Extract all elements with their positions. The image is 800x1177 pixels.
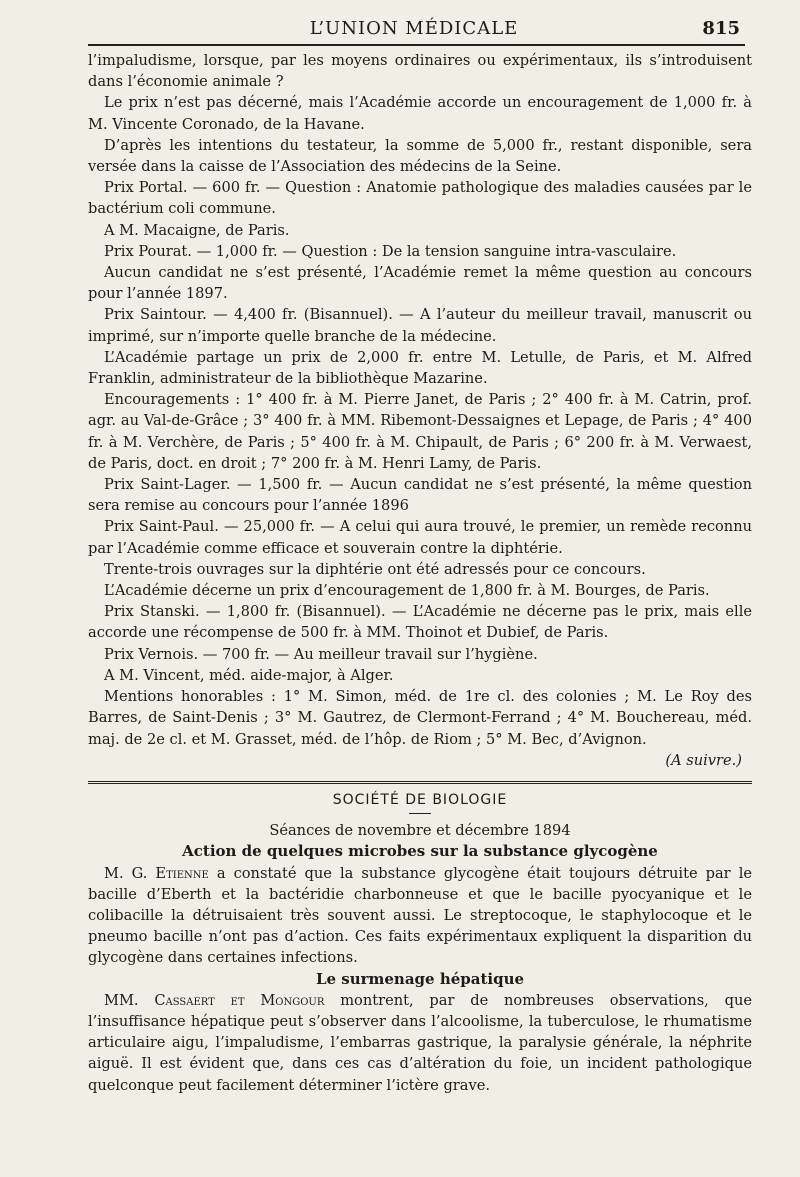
paragraph: Mentions honorables : 1° M. Simon, méd. de 1re cl. des colonies ; M. Le Roy des Barres, de Saint-Denis ; 3° M. Gautrez, de Clermont-Ferrand ; 4° M. Bouchereau, méd. maj. de 2e cl. et M. Grasset, méd. de l’hôp. de Riom ; 5° M. Bec, d’Avignon. <box>88 688 752 748</box>
page-number: 815 <box>702 18 740 39</box>
paragraph: Prix Stanski. — 1,800 fr. (Bisannuel). — L’Académie ne décerne pas le prix, mais elle accorde une récompense de 500 fr. à MM. Thoinot et Dubief, de Paris. <box>88 603 752 642</box>
paragraph: L’Académie partage un prix de 2,000 fr. entre M. Letulle, de Paris, et M. Alfred Franklin, administrateur de la bibliothèque Mazarine. <box>88 348 752 388</box>
paragraph: Prix Saintour. — 4,400 fr. (Bisannuel). — A l’auteur du meilleur travail, manuscrit ou imprimé, sur n’importe quelle branche de la médecine. <box>88 306 752 345</box>
continuation-note: (A suivre.) <box>665 751 742 769</box>
article-author: MM. Cassaert et Mongour <box>104 991 325 1009</box>
paragraph: A M. Vincent, méd. aide-major, à Alger. <box>104 666 394 684</box>
article-paragraph <box>88 863 752 969</box>
header-rule <box>88 44 745 46</box>
paragraph: Aucun candidat ne s’est présenté, l’Académie remet la même question au concours pour l’année 1897. <box>88 264 752 303</box>
article-text: montrent, par de nombreuses observations, que l’insuffisance hépatique peut s’observer dans l’alcoolisme, la tuberculose, le rhumatisme articulaire aigu, l’impaludisme, l’embarras gastrique, la paralysie générale, la néphrite aiguë. Il est évident que, dans ces cas d’altération du foie, un incident pathologique quelconque peut facilement déterminer l’ictère grave. <box>88 991 752 1094</box>
paragraph: D’après les intentions du testateur, la somme de 5,000 fr., restant disponible, sera versée dans la caisse de l’Association des médecins de la Seine. <box>88 136 752 176</box>
paragraph: Prix Portal. — 600 fr. — Question : Anatomie pathologique des maladies causées par le bactérium coli commune. <box>88 179 752 218</box>
paragraph: Encouragements : 1° 400 fr. à M. Pierre Janet, de Paris ; 2° 400 fr. à M. Catrin, prof. agr. au Val-de-Grâce ; 3° 400 fr. à MM. Ribemont-Dessaignes et Lepage, de Paris ; 4° 400 fr. à M. Verchère, de Paris ; 5° 400 fr. à M. Chipault, de Paris ; 6° 200 fr. à M. Verwaest, de Paris, doct. en droit ; 7° 200 fr. à M. Henri Lamy, de Paris. <box>88 391 752 472</box>
section-title: SOCIÉTÉ DE BIOLOGIE <box>332 791 508 808</box>
journal-title: L’UNION MÉDICALE <box>309 18 519 39</box>
article-title: Action de quelques microbes sur la substance glycogène <box>182 842 658 861</box>
paragraph: Prix Pourat. — 1,000 fr. — Question : De la tension sanguine intra-vasculaire. <box>104 242 677 260</box>
paragraph: L’Académie décerne un prix d’encouragement de 1,800 fr. à M. Bourges, de Paris. <box>104 582 710 600</box>
article-paragraph <box>88 990 752 1096</box>
paragraph: Le prix n’est pas décerné, mais l’Académie accorde un encouragement de 1,000 fr. à M. Vincente Coronado, de la Havane. <box>88 94 752 133</box>
section-divider <box>88 781 752 784</box>
paragraph: Prix Vernois. — 700 fr. — Au meilleur travail sur l’hygiène. <box>104 645 538 663</box>
paragraph: A M. Macaigne, de Paris. <box>104 221 290 239</box>
paragraph: Prix Saint-Lager. — 1,500 fr. — Aucun candidat ne s’est présenté, la même question sera remise au concours pour l’année 1896 <box>88 476 752 515</box>
section-subtitle: Séances de novembre et décembre 1894 <box>269 822 571 840</box>
running-header <box>88 18 740 44</box>
paragraph: l’impaludisme, lorsque, par les moyens ordinaires ou expérimentaux, ils s’introduisent dans l’économie animale ? <box>88 52 752 91</box>
paragraph: Trente-trois ouvrages sur la diphtérie ont été adressés pour ce concours. <box>104 560 646 578</box>
article-author: M. G. Etienne <box>104 864 209 882</box>
article-text: a constaté que la substance glycogène était toujours détruite par le bacille d’Eberth et la bactéridie charbonneuse et que le bacille pyocyanique et le colibacille la détruisaient très souvent aussi. Le streptocoque, le staphylocoque et le pneumo bacille n’ont pas d’action. Ces faits expérimentaux expliquent la disparition du glycogène dans certaines infections. <box>88 864 753 967</box>
title-underline <box>409 813 431 814</box>
article-title: Le surmenage hépatique <box>315 969 525 988</box>
body-text <box>88 50 752 1096</box>
paragraph: Prix Saint-Paul. — 25,000 fr. — A celui qui aura trouvé, le premier, un remède reconnu par l’Académie comme efficace et souverain contre la diphtérie. <box>88 518 752 557</box>
